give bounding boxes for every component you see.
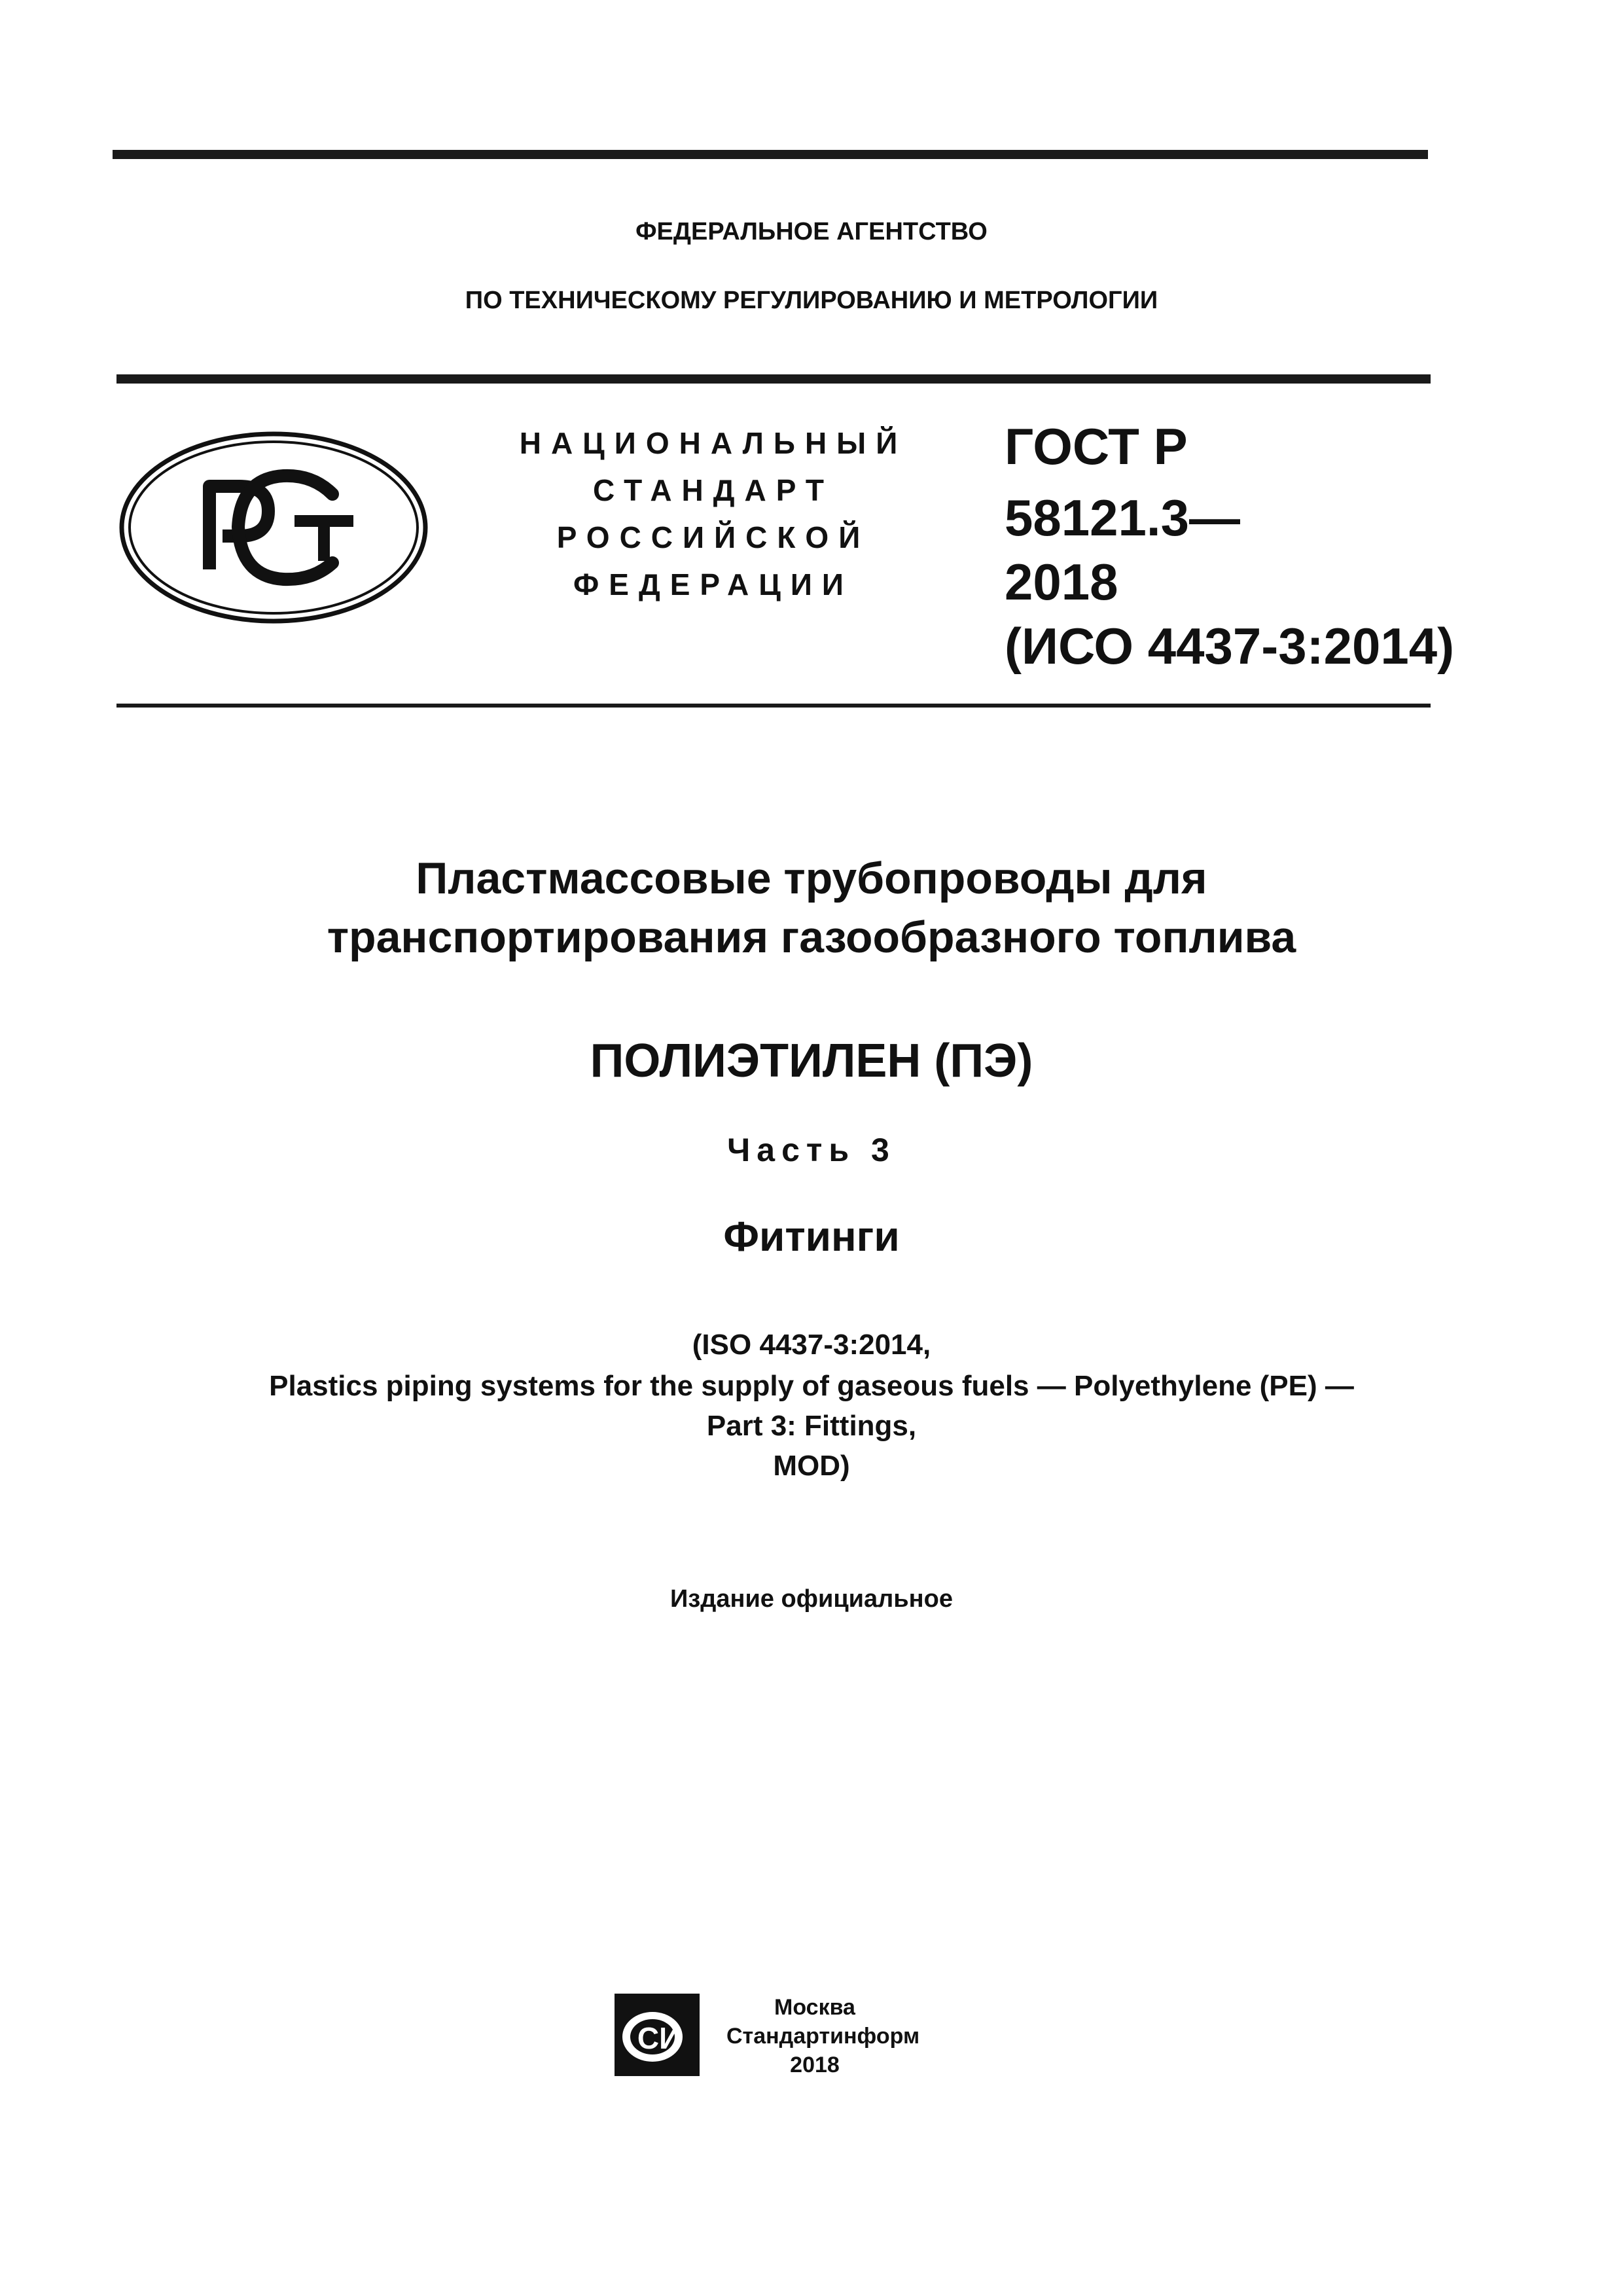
- agency-name-line-2: ПО ТЕХНИЧЕСКОМУ РЕГУЛИРОВАНИЮ И МЕТРОЛОГИИ: [465, 287, 1158, 314]
- iso-reference-line-2: Plastics piping systems for the supply of gaseous fuels — Polyethylene (PE) —: [269, 1370, 1354, 1402]
- publisher-logo-text: СИ: [637, 2021, 681, 2055]
- national-standard-line-1: НАЦИОНАЛЬНЫЙ: [519, 426, 908, 460]
- part-name: Фитинги: [723, 1213, 900, 1260]
- part-number: Часть 3: [727, 1132, 896, 1168]
- designation-line-1: ГОСТ Р: [1005, 418, 1188, 475]
- top-rule: [113, 150, 1428, 159]
- publisher-name: Стандартинформ: [726, 2024, 920, 2049]
- designation-line-4: (ИСО 4437-3:2014): [1005, 617, 1455, 675]
- designation-rule: [116, 704, 1431, 708]
- publisher-city: Москва: [774, 1995, 855, 2020]
- header-rule: [116, 374, 1431, 384]
- iso-reference-line-1: (ISO 4437-3:2014,: [692, 1329, 931, 1361]
- publisher-year: 2018: [790, 2053, 840, 2077]
- national-standard-line-4: ФЕДЕРАЦИИ: [573, 567, 853, 601]
- iso-reference-line-4: MOD): [773, 1450, 850, 1482]
- iso-reference-line-3: Part 3: Fittings,: [706, 1410, 917, 1442]
- national-standard-line-3: РОССИЙСКОЙ: [556, 520, 870, 554]
- designation-line-2: 58121.3—: [1005, 489, 1240, 547]
- designation-line-3: 2018: [1005, 553, 1118, 611]
- title-line-1: Пластмассовые трубопроводы для: [416, 853, 1207, 903]
- subtitle: ПОЛИЭТИЛЕН (ПЭ): [590, 1035, 1033, 1087]
- national-standard-line-2: СТАНДАРТ: [593, 473, 834, 507]
- agency-name-line-1: ФЕДЕРАЛЬНОЕ АГЕНТСТВО: [635, 218, 988, 245]
- official-edition-note: Издание официальное: [670, 1585, 953, 1613]
- standartinform-logo-icon: [612, 1991, 702, 2079]
- title-line-2: транспортирования газообразного топлива: [327, 912, 1296, 962]
- rst-certification-mark-icon: [116, 429, 431, 626]
